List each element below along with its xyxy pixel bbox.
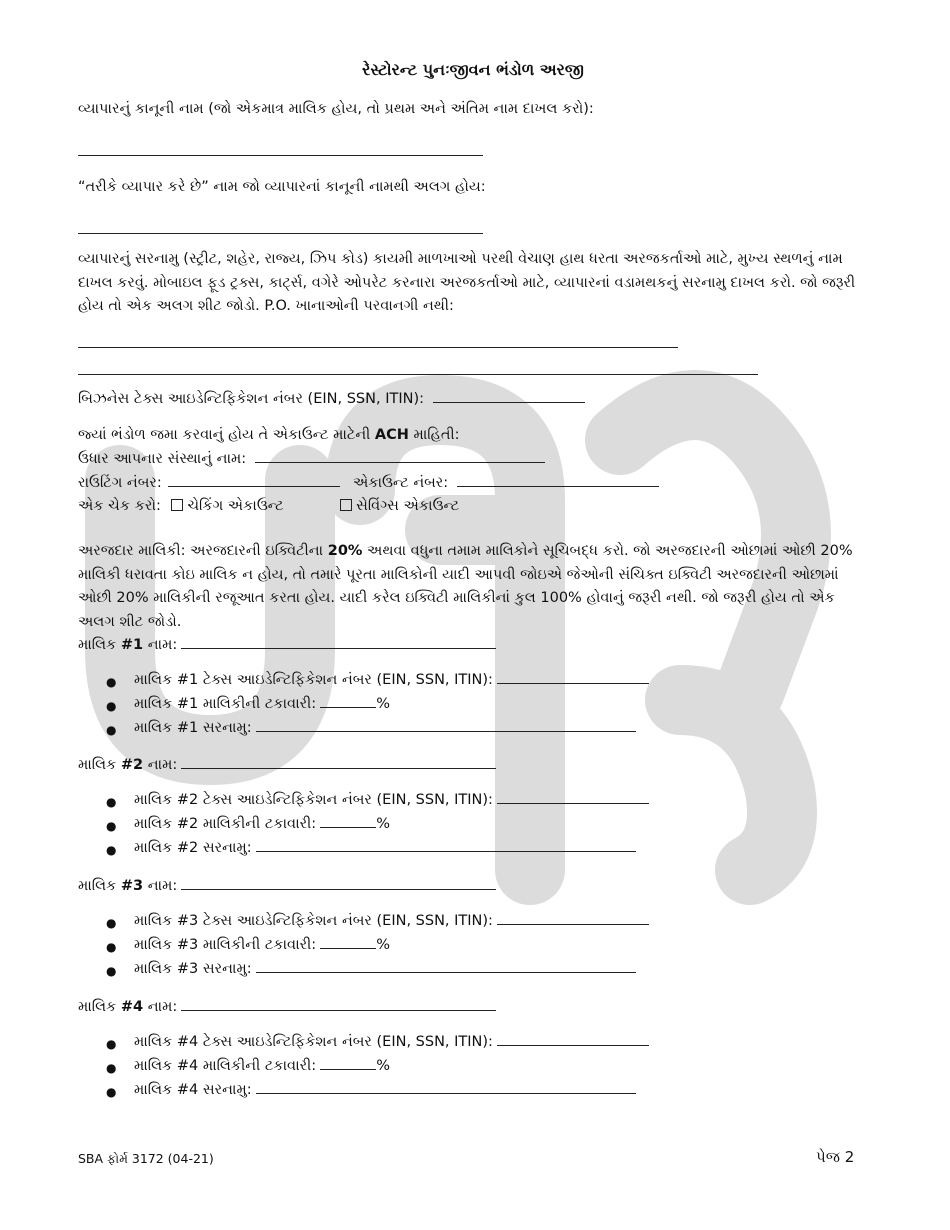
lender-label: ઉધાર આપનાર સંસ્થાનું નામ:: [78, 451, 247, 467]
owner-name-field[interactable]: [181, 888, 496, 890]
lender-row: [78, 451, 545, 467]
owner-tin-field[interactable]: [497, 802, 649, 804]
owner-percent-field[interactable]: [320, 706, 376, 708]
form-number: SBA ફોર્મ 3172 (04-21): [78, 1151, 214, 1166]
owner-number: #3: [120, 878, 144, 894]
ach-intro-bold: ACH: [374, 427, 409, 443]
business-tin-row: [78, 391, 585, 407]
owner-tin-label: માલિક #4 ટેક્સ આઇડેન્ટિફિકેશન નંબર (EIN, SSN, ITIN):: [134, 1034, 493, 1050]
owner-name-row: [78, 757, 496, 773]
ach-intro-post: માહિતી:: [408, 427, 460, 443]
check-one-label: એક ચેક કરો:: [78, 498, 161, 514]
bullet-icon: ●: [106, 1061, 117, 1075]
owner-name-pre: માલિક: [78, 637, 121, 653]
owner-percent-row: [134, 937, 390, 953]
owner-number: #1: [120, 637, 144, 653]
owner-name-field[interactable]: [181, 1009, 496, 1011]
bullet-icon: ●: [106, 795, 117, 809]
ownership-intro-post: અથવા વધુના તમામ માલિકોને સૂચિબદ્ધ કરો. જો અરજદારની ઓછામાં ઓછી 20% માલિકી ધરાવતા કોઇ માલિક ન હોય, તો તમારે પૂરતા માલિકોની યાદી આપવી જોઇએ જેઓની સંચિક્ત ઇક્વિટી અરજદારની ઓછામાં ઓછી 20% માલિકીની રજૂઆત કરતા હોય. યાદી કરેલ ઇક્વિટી માલિકીનાં કુલ 100% હોવાનું જરૂરી નથી. જો જરૂરી હોય તો એક અલગ શીટ જોડો.: [78, 543, 853, 630]
bullet-icon: ●: [106, 843, 117, 857]
routing-row: [78, 475, 659, 491]
owner-tin-label: માલિક #2 ટેક્સ આઇડેન્ટિફિકેશન નંબર (EIN, SSN, ITIN):: [134, 792, 493, 808]
owner-tin-field[interactable]: [497, 923, 649, 925]
owner-name-post: નામ:: [143, 999, 178, 1015]
owner-name-field[interactable]: [181, 767, 496, 769]
bullet-icon: ●: [106, 1085, 117, 1099]
ownership-intro-pre: અરજદાર માલિકી: અરજદારની ઇક્વિટીના: [78, 543, 328, 559]
owner-address-label: માલિક #1 સરનામુ:: [134, 720, 252, 736]
owner-address-row: [134, 720, 636, 736]
owner-percent-label: માલિક #2 માલિકીની ટકાવારી:: [134, 816, 317, 832]
owner-number: #4: [120, 999, 144, 1015]
business-tin-label: બિઝનેસ ટેક્સ આઇડેન્ટિફિકેશન નંબર (EIN, SSN, ITIN):: [78, 391, 424, 407]
business-tin-field[interactable]: [433, 401, 585, 403]
owner-percent-label: માલિક #4 માલિકીની ટકાવારી:: [134, 1058, 317, 1074]
owner-name-pre: માલિક: [78, 999, 121, 1015]
bullet-icon: ●: [106, 675, 117, 689]
bullet-icon: ●: [106, 940, 117, 954]
owner-percent-label: માલિક #1 માલિકીની ટકાવારી:: [134, 696, 317, 712]
owner-tin-field[interactable]: [497, 682, 649, 684]
owner-name-field[interactable]: [181, 647, 496, 649]
routing-label: રાઉટિંગ નંબર:: [78, 475, 162, 491]
legal-name-label: વ્યાપારનું કાનૂની નામ (જો એકમાત્ર માલિક હોય, તો પ્રથમ અને અંતિમ નામ દાખલ કરો):: [78, 101, 594, 117]
form-title: રેસ્ટોરન્ટ પુનઃજીવન ભંડોળ અરજી: [362, 60, 584, 79]
owner-address-label: માલિક #3 સરનામુ:: [134, 961, 252, 977]
owner-tin-field[interactable]: [497, 1044, 649, 1046]
ach-intro-pre: જ્યાં ભંડોળ જમા કરવાનું હોય તે એકાઉન્ટ માટેની: [78, 427, 375, 443]
owner-tin-row: [134, 672, 649, 688]
account-label: એકાઉન્ટ નંબર:: [352, 475, 449, 491]
bullet-icon: ●: [106, 1037, 117, 1051]
percent-sign: %: [376, 816, 390, 832]
account-type-row: [78, 498, 459, 514]
owner-percent-label: માલિક #3 માલિકીની ટકાવારી:: [134, 937, 317, 953]
percent-sign: %: [376, 1058, 390, 1074]
ownership-intro: [78, 540, 868, 634]
checking-label: ચેકિંગ એકાઉન્ટ: [187, 498, 284, 514]
owner-percent-row: [134, 1058, 390, 1074]
bullet-icon: ●: [106, 723, 117, 737]
owner-address-field[interactable]: [256, 971, 636, 973]
owner-address-label: માલિક #2 સરનામુ:: [134, 840, 252, 856]
owner-address-row: [134, 961, 636, 977]
address-field-line-2[interactable]: [78, 374, 758, 375]
savings-checkbox[interactable]: [340, 499, 352, 511]
owner-tin-row: [134, 1034, 649, 1050]
owner-name-post: નામ:: [143, 757, 178, 773]
address-label: વ્યાપારનું સરનામુ (સ્ટ્રીટ, શહેર, રાજ્ય, ઝિપ કોડ) કાયમી માળખાઓ પરથી વેચાણ હાથ ધરતા અરજકર્તાઓ માટે, મુખ્ય સ્થળનું નામ દાખલ કરવું. મોબાઇલ ફૂડ ટ્રક્સ, કાર્ટ્સ, વગેરે ઓપરેટ કરનારા અરજકર્તાઓ માટે, વ્યાપારનાં વડામથકનું સરનામુ દાખલ કરો. જો જરૂરી હોય તો એક અલગ શીટ જોડો. P.O. ખાનાઓની પરવાનગી નથી:: [78, 251, 856, 314]
owner-address-field[interactable]: [256, 850, 636, 852]
owner-address-field[interactable]: [256, 1092, 636, 1094]
routing-field[interactable]: [168, 485, 340, 487]
owner-number: #2: [120, 757, 144, 773]
bullet-icon: ●: [106, 964, 117, 978]
owner-percent-row: [134, 816, 390, 832]
bullet-icon: ●: [106, 699, 117, 713]
owner-tin-row: [134, 913, 649, 929]
owner-name-pre: માલિક: [78, 757, 121, 773]
savings-label: સેવિંગ્સ એકાઉન્ટ: [356, 498, 460, 514]
page-number: પેજ 2: [816, 1148, 855, 1166]
owner-address-row: [134, 1082, 636, 1098]
ach-intro: [78, 427, 460, 443]
percent-sign: %: [376, 696, 390, 712]
owner-address-row: [134, 840, 636, 856]
owner-name-pre: માલિક: [78, 878, 121, 894]
owner-percent-row: [134, 696, 390, 712]
owner-address-field[interactable]: [256, 730, 636, 732]
owner-percent-field[interactable]: [320, 826, 376, 828]
owner-address-label: માલિક #4 સરનામુ:: [134, 1082, 252, 1098]
dba-field[interactable]: [78, 233, 483, 234]
owner-name-post: નામ:: [143, 878, 178, 894]
owner-name-row: [78, 637, 496, 653]
account-field[interactable]: [457, 485, 659, 487]
percent-sign: %: [376, 937, 390, 953]
owner-percent-field[interactable]: [320, 947, 376, 949]
lender-field[interactable]: [255, 461, 545, 463]
owner-tin-label: માલિક #3 ટેક્સ આઇડેન્ટિફિકેશન નંબર (EIN, SSN, ITIN):: [134, 913, 493, 929]
bullet-icon: ●: [106, 916, 117, 930]
owner-name-post: નામ:: [143, 637, 178, 653]
dba-label: “તરીકે વ્યાપાર કરે છે” નામ જો વ્યાપારનાં કાનૂની નામથી અલગ હોય:: [78, 179, 486, 195]
owner-name-row: [78, 878, 496, 894]
owner-tin-label: માલિક #1 ટેક્સ આઇડેન્ટિફિકેશન નંબર (EIN, SSN, ITIN):: [134, 672, 493, 688]
checking-checkbox[interactable]: [171, 499, 183, 511]
owner-name-row: [78, 999, 496, 1015]
ownership-intro-bold: 20%: [327, 543, 363, 559]
bullet-icon: ●: [106, 819, 117, 833]
owner-percent-field[interactable]: [320, 1068, 376, 1070]
owner-tin-row: [134, 792, 649, 808]
legal-name-field[interactable]: [78, 155, 483, 156]
address-field-line-1[interactable]: [78, 347, 678, 348]
